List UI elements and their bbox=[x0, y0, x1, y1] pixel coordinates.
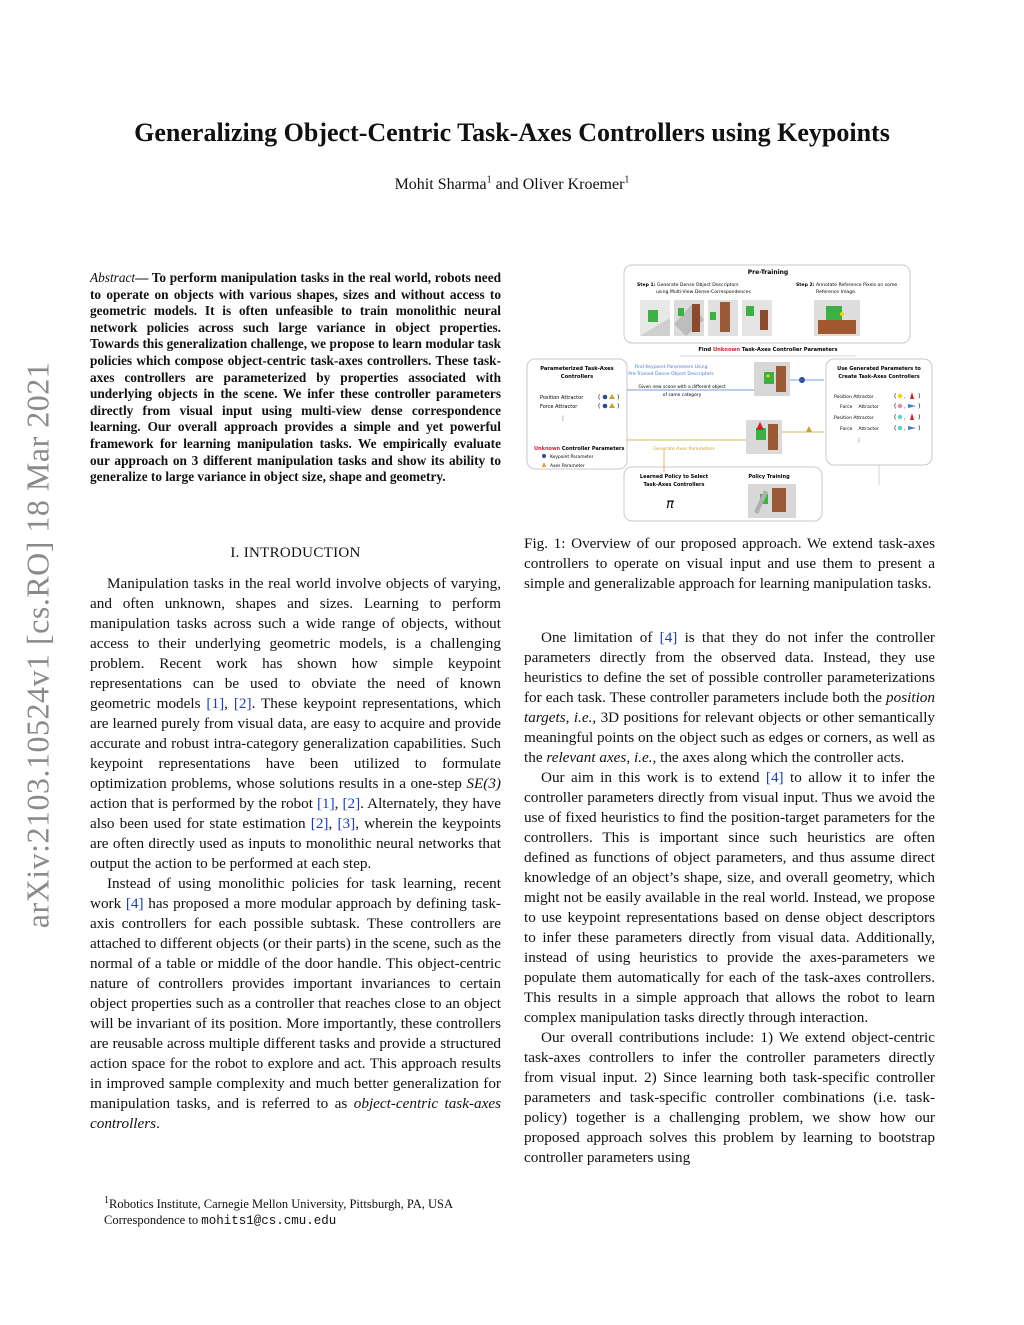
citation-link[interactable]: [3] bbox=[337, 815, 356, 832]
svg-text:Create Task-Axes Controllers: Create Task-Axes Controllers bbox=[838, 374, 920, 380]
footnote-affiliation: Robotics Institute, Carnegie Mellon University, Pittsburgh, PA, USA bbox=[109, 1197, 453, 1211]
svg-text:Keypoint Parameter: Keypoint Parameter bbox=[550, 455, 594, 460]
svg-text:using Multi-View Dense-Corresp: using Multi-View Dense-Correspondences bbox=[656, 290, 751, 295]
svg-text:⋮: ⋮ bbox=[856, 437, 862, 444]
paragraph: Our overall contributions include: 1) We extend object-centric task-axes controllers to infer the controller parameters directly from visual input. 2) Since learning both task-specific controller parameters and task-specific controller combinations (i.e. task-policy) together is a challenging problem, we show how our proposed approach solves this problem by learning to bootstrap controller parameters using bbox=[524, 1029, 935, 1166]
figure-1 bbox=[524, 262, 936, 524]
arxiv-id: arXiv:2103.10524v1 [cs.RO] 18 Mar 2021 bbox=[19, 361, 56, 929]
svg-text:⋮: ⋮ bbox=[560, 415, 566, 422]
svg-text:Pre-Trained Dense Object Descr: Pre-Trained Dense Object Descriptors bbox=[628, 372, 714, 377]
svg-text:,: , bbox=[904, 394, 906, 400]
abstract-text: To perform manipulation tasks in the real world, robots need to operate on objects with various shapes, sizes and without access to geometric models. It is often unfeasible to train monolithic neural network policies across such large variance in object properties. Towards this generalization challenge, we propose to learn modular task policies which compose object-centric task-axes controllers. These task-axes controllers are parameterized by properties associated with underlying objects in the scene. We infer these controller parameters directly from visual input using multi-view dense correspondence learning. Our overall approach provides a simple and yet powerful framework for learning manipulation tasks. We empirically evaluate our approach on 3 different manipulation tasks and show its ability to generalize to large variance in object size, shape and geometry. bbox=[90, 270, 501, 485]
citation-link[interactable]: [4] bbox=[125, 895, 144, 912]
intro-paragraph-2: Instead of using monolithic policies for task learning, recent work [4] has proposed a more modular approach by defining task-axis controllers for each possible subtask. These controllers are attached to different objects (or their parts) in the scene, such as the normal of a table or middle of the door handle. This object-centric nature of controllers provides important invariances to certain object properties such as a controller that reaches close to an object will be invariant of its position. More importantly, these controllers are reusable across multiple different tasks and provide a structured action space for the robot to explore and act. This approach results in improved sample complexity and much better generalization for manipulation tasks, and is referred to as object-centric task-axes controllers. bbox=[90, 875, 501, 1132]
author-1: Mohit Sharma bbox=[394, 176, 487, 193]
paragraph: Our aim in this work is to extend [4] to allow it to infer the controller parameters directly from visual input. Thus we avoid the use of fixed heuristics to find the position-target parameters for the controllers. This is important since such heuristics are often defined as functions of object parameters, and thus assume direct knowledge of an object’s shape, size, and overall geometry, which might not be easily available in the real world. Instead, we propose to use keypoint representations based on dense object descriptors to infer these parameters directly from visual data. Additionally, instead of using heuristics to provide the axes-parameters we populate them automatically for each of the task-axes controllers. This results in a simple approach that allows the robot to learn complex manipulation tasks directly through interaction. bbox=[524, 769, 935, 1026]
citation-link[interactable]: [2] bbox=[310, 815, 329, 832]
section-heading: I. INTRODUCTION bbox=[230, 545, 361, 561]
svg-text:Unknown Controller Parameters: Unknown Controller Parameters bbox=[534, 446, 625, 452]
svg-text:Controllers: Controllers bbox=[560, 374, 594, 380]
svg-text:): ) bbox=[918, 393, 921, 400]
parameter-glyphs bbox=[894, 392, 920, 432]
svg-text:Parameterized Task-Axes: Parameterized Task-Axes bbox=[540, 366, 614, 372]
svg-text:Position Attractor: Position Attractor bbox=[834, 416, 874, 421]
citation-link[interactable]: [1] bbox=[206, 695, 225, 712]
svg-text:): ) bbox=[918, 403, 921, 410]
svg-text:): ) bbox=[617, 403, 620, 410]
svg-text:,: , bbox=[904, 404, 906, 410]
svg-text:,: , bbox=[904, 426, 906, 432]
author-separator: and bbox=[491, 176, 523, 193]
arxiv-sidebar bbox=[8, 345, 68, 945]
affiliation-mark: 1 bbox=[624, 174, 630, 186]
math-se3: SE(3) bbox=[466, 775, 501, 792]
footnote: $^1$Robotics Institute, Carnegie Mellon University, Pittsburgh, PA, USA Correspondence to mohits1@cs.cmu.edu bbox=[104, 1194, 453, 1228]
svg-text:(: ( bbox=[894, 393, 897, 400]
citation-link[interactable]: [4] bbox=[765, 769, 784, 786]
citation-link[interactable]: [1] bbox=[316, 795, 335, 812]
svg-text:(: ( bbox=[598, 394, 601, 401]
introduction bbox=[90, 574, 501, 1134]
abstract-label: Abstract bbox=[90, 270, 136, 285]
citation-link[interactable]: [2] bbox=[233, 695, 252, 712]
svg-text:(: ( bbox=[894, 403, 897, 410]
paper-title: Generalizing Object-Centric Task-Axes Controllers using Keypoints bbox=[134, 118, 890, 147]
author-line bbox=[0, 176, 1024, 194]
pretraining-images bbox=[640, 300, 860, 336]
svg-text:): ) bbox=[918, 414, 921, 421]
svg-text:ForceAttractor: Force Attractor bbox=[840, 427, 879, 432]
affiliation-mark: 1 bbox=[486, 174, 492, 186]
pretraining-title: Pre-Training bbox=[747, 269, 789, 276]
svg-text:): ) bbox=[918, 425, 921, 432]
svg-text:Step 2: Annotate Reference Pix: Step 2: Annotate Reference Pixels on some bbox=[796, 283, 898, 288]
svg-text:(: ( bbox=[894, 425, 897, 432]
svg-text:Force Attractor: Force Attractor bbox=[540, 404, 578, 410]
citation-link[interactable]: [2] bbox=[342, 795, 361, 812]
svg-text:Find Unknown Task-Axes Control: Find Unknown Task-Axes Controller Parameters bbox=[698, 347, 838, 353]
figure-caption: Fig. 1: Overview of our proposed approach. We extend task-axes controllers to operate on visual input and use them to present a simple and generalizable approach for learning manipulation tasks. bbox=[524, 535, 935, 592]
paragraph: One limitation of [4] is that they do not infer the controller parameters directly from the observed data. Instead, they use heuristics to define the set of possible controller parameterizations for each task. These controller parameters include both the position targets, i.e., 3D positions for relevant objects or other semantically meaningful points on the object such as edges or corners, as well as the relevant axes, i.e., the axes along which the controller acts. bbox=[524, 629, 936, 766]
svg-text:π: π bbox=[666, 497, 674, 512]
svg-text:Find Keypoint Parameters Using: Find Keypoint Parameters Using bbox=[634, 365, 708, 370]
svg-text:Given new scene with a differe: Given new scene with a different object bbox=[638, 385, 726, 390]
svg-text:Position Attractor: Position Attractor bbox=[540, 395, 584, 401]
svg-text:Generate Axes Parameters: Generate Axes Parameters bbox=[653, 447, 715, 452]
svg-text:Position Attractor: Position Attractor bbox=[834, 395, 874, 400]
svg-text:(: ( bbox=[894, 414, 897, 421]
citation-link[interactable]: [4] bbox=[659, 629, 678, 646]
svg-text:Learned Policy to Select: Learned Policy to Select bbox=[639, 474, 709, 480]
svg-text:of same category: of same category bbox=[662, 393, 702, 398]
svg-text:Policy Training: Policy Training bbox=[748, 474, 790, 480]
svg-text:): ) bbox=[617, 394, 620, 401]
intro-paragraph-1: Manipulation tasks in the real world involve objects of varying, and often unknown, shapes and sizes. Learning to perform manipulation tasks across such a wide range of objects, without access to their underlying geometric models, is a challenging problem. Recent work has shown how simple keypoint representations can be used to obviate the need of known geometric models [1], [2]. These keypoint representations, which are learned purely from visual data, are easy to acquire and provide accurate and robust intra-category generalization capabilities. Such keypoint representations have been utilized to formulate optimization problems, whose solutions results in a one-step SE(3) action that is performed by the robot [1], [2]. Alternately, they have also been used for state estimation [2], [3], wherein the keypoints are often directly used as inputs to monolithic neural networks that output the action to be performed at each step. bbox=[90, 575, 502, 872]
abstract-dash: — bbox=[135, 270, 149, 285]
svg-text:Use Generated Parameters to: Use Generated Parameters to bbox=[837, 366, 921, 372]
abstract bbox=[90, 270, 501, 486]
right-column-text bbox=[524, 628, 935, 1168]
email-link[interactable]: mohits1@cs.cmu.edu bbox=[201, 1214, 337, 1228]
svg-text:,: , bbox=[904, 415, 906, 421]
svg-text:Task-Axes Controllers: Task-Axes Controllers bbox=[643, 482, 705, 488]
svg-text:ForceAttractor: Force Attractor bbox=[840, 405, 879, 410]
svg-text:Axes Parameter: Axes Parameter bbox=[550, 464, 585, 469]
svg-text:Step 1: Generate Dense Object: Step 1: Generate Dense Object Descriptors bbox=[637, 283, 739, 288]
svg-text:Reference Image.: Reference Image. bbox=[816, 290, 857, 295]
svg-text:(: ( bbox=[598, 403, 601, 410]
author-2: Oliver Kroemer bbox=[522, 176, 625, 193]
